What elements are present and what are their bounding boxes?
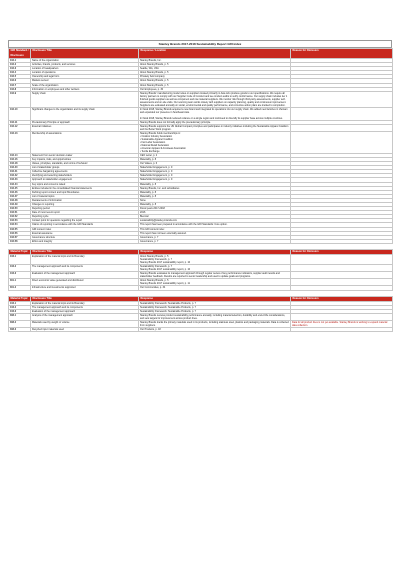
disclosure-title: Significant changes to the organization and its supply chain [31, 107, 139, 120]
disclosure-response: Stakeholder Engagement, p. 9 [139, 166, 291, 170]
disclosure-code: 102-46 [9, 190, 31, 194]
disclosure-title: GRI content index [31, 227, 139, 231]
disclosure-response: Stanley Brands reviews product sustainability performance annually, including material selection, durability and end-of-life considerations, and sets targets for improvement across product lines. [139, 314, 291, 321]
disclosure-code: 102-2 [9, 63, 31, 67]
column-header: Reason for Omission [291, 249, 393, 255]
disclosure-code: 102-16 [9, 157, 31, 161]
disclosure-code: 102-41 [9, 170, 31, 174]
disclosure-title: Evaluation of the management approach [31, 272, 139, 279]
disclosure-title: Contact point for questions regarding the report [31, 219, 139, 223]
omission-reason [291, 279, 393, 286]
sheet-title: Stanley Brands 2017-2018 Sustainability Report GRI index [8, 40, 392, 48]
disclosure-title: The management approach and its components [31, 265, 139, 272]
omission-reason [291, 255, 393, 265]
disclosure-title: List of material topics [31, 194, 139, 198]
omission-reason [291, 314, 393, 321]
disclosure-title: Statement from senior decision-maker [31, 153, 139, 157]
disclosure-code: 308-1 [9, 314, 31, 321]
disclosure-title: Date of most recent report [31, 211, 139, 215]
disclosure-code: 102-13 [9, 131, 31, 153]
disclosure-response: Sustainability Framework: Sustainable Products, p. 7 [139, 302, 291, 306]
disclosure-title: Infrastructure and investments supported [31, 286, 139, 290]
disclosure-title: Changes in reporting [31, 202, 139, 206]
omission-reason [291, 265, 393, 272]
disclosure-response: Governance, p. 7 [139, 235, 291, 239]
disclosure-title: Direct economic value generated and distributed [31, 279, 139, 286]
disclosure-code: 102-10 [9, 107, 31, 120]
table-row [9, 328, 393, 332]
disclosure-response: Seattle, WA, USA [139, 67, 291, 71]
column-header: Response [139, 249, 291, 255]
disclosure-title: List of stakeholder groups [31, 166, 139, 170]
disclosure-title: Identifying and selecting stakeholders [31, 174, 139, 178]
disclosure-response: Sustainability Framework: Sustainable Products, p. 7 [139, 306, 291, 310]
disclosure-code: 308-3 [9, 328, 31, 332]
disclosure-response: Stanley Brands supports the UN Global Compact principles and participates in industry initiatives including the Sustainable Apparel Coalition and the Better Work program. [139, 124, 291, 131]
table-row [9, 286, 393, 290]
disclosure-code: 102-5 [9, 75, 31, 79]
disclosure-title: External initiatives [31, 124, 139, 131]
disclosure-response: Materiality, p. 8 [139, 190, 291, 194]
disclosure-title: Key topics and concerns raised [31, 182, 139, 186]
disclosure-code: 102-11 [9, 120, 31, 124]
disclosure-title: Entities included in the consolidated financial statements [31, 186, 139, 190]
disclosure-title: Ownership and legal form [31, 75, 139, 79]
disclosure-code: 102-43 [9, 178, 31, 182]
disclosure-title: Supply chain [31, 91, 139, 107]
disclosure-title: Markets served [31, 79, 139, 83]
disclosure-code: 102-14 [9, 153, 31, 157]
disclosure-response: Our Products, p. 18 [139, 328, 291, 332]
disclosure-title: Collective bargaining agreements [31, 170, 139, 174]
disclosure-title: Values, principles, standards, and norms of behavior [31, 162, 139, 166]
disclosure-response: About Stanley Brands, p. 5 Stanley Brands 2017 sustainability report, p. 11 [139, 279, 291, 286]
disclosure-response: Sustainability Framework, p. 7 Stanley Brands 2017 sustainability report, p. 10 [139, 265, 291, 272]
disclosure-title: The management approach and its components [31, 306, 139, 310]
disclosure-response: This report has been prepared in accordance with the GRI Standards: Core option. [139, 223, 291, 227]
disclosure-code: 102-47 [9, 194, 31, 198]
disclosure-title: Approach to stakeholder engagement [31, 178, 139, 182]
disclosure-title: Name of the organization [31, 59, 139, 63]
disclosure-response: Sustainability Framework: Sustainable Products, p. 7 [139, 310, 291, 314]
disclosure-title: Reporting period [31, 207, 139, 211]
column-header: Material Topic [9, 296, 31, 302]
disclosure-response: Privately held company [139, 75, 291, 79]
disclosure-code: 308-2 [9, 321, 31, 328]
disclosure-code: 102-40 [9, 166, 31, 170]
disclosure-title: Materials used by weight or volume [31, 321, 139, 328]
disclosure-code: 102-44 [9, 182, 31, 186]
disclosure-response: Stanley Brands tracks the primary materials used in its products, including stainless steel, plastics and packaging materials. Data is collected from suppliers. [140, 321, 289, 328]
disclosure-response: This GRI content index [139, 227, 291, 231]
disclosure-response: Materiality, p. 8 [139, 194, 291, 198]
disclosure-title: Key impacts, risks, and opportunities [31, 157, 139, 161]
disclosure-title: Explanation of the material topic and its Boundary [31, 255, 139, 265]
gri-table-section-2 [8, 249, 393, 291]
table-row [9, 107, 393, 120]
disclosure-response: About Stanley Brands, p. 5 [139, 83, 291, 87]
column-header: Reason for Omission [291, 49, 393, 59]
disclosure-title: Defining report content and topic Boundaries [31, 190, 139, 194]
disclosure-code: 103-2 [9, 306, 31, 310]
disclosure-code: 301-2 [9, 286, 31, 290]
disclosure-response: Materiality, p. 8 [139, 157, 291, 161]
disclosure-title: Explanation of the material topic and its Boundary [31, 302, 139, 306]
disclosure-code: 102-52 [9, 215, 31, 219]
disclosure-code: 102-57 [9, 235, 31, 239]
disclosure-title: Analysis of the management approach [31, 314, 139, 321]
disclosure-code: 301-1 [9, 279, 31, 286]
disclosure-title: Location of operations [31, 71, 139, 75]
column-header: Disclosure Title [31, 296, 139, 302]
table-row [9, 279, 393, 286]
disclosure-code: 102-54 [9, 223, 31, 227]
disclosure-title: Restatements of information [31, 198, 139, 202]
disclosure-code: 102-12 [9, 124, 31, 131]
disclosure-code: 102-53 [9, 219, 31, 223]
disclosure-code: 102-3 [9, 67, 31, 71]
omission-reason [291, 272, 393, 279]
disclosure-title: Reporting cycle [31, 215, 139, 219]
disclosure-response: Our Employees, p. 30 [139, 87, 291, 91]
gri-table-section-3 [8, 296, 393, 333]
disclosure-response: Our Communities, p. 34 [139, 286, 291, 290]
disclosure-response: Materiality, p. 8 [139, 202, 291, 206]
disclosure-code: 103-1 [9, 302, 31, 306]
disclosure-response: 2016 [139, 211, 291, 215]
disclosure-code: 102-56 [9, 231, 31, 235]
disclosure-code: 103-3 [9, 310, 31, 314]
table-row [9, 314, 393, 321]
disclosure-response: Our Values, p. 6 [139, 162, 291, 166]
disclosure-code: 103-2 [9, 265, 31, 272]
disclosure-code: 102-51 [9, 211, 31, 215]
disclosure-response: Stanley Brands, Inc. and subsidiaries [139, 186, 291, 190]
disclosure-response: About Stanley Brands, p. 5 Sustainability Framework, p. 7 Stanley Brands 2017 sustainability report, p. 10 [139, 255, 291, 265]
disclosure-response: Stakeholder Engagement, p. 9 [139, 170, 291, 174]
table-row [9, 272, 393, 279]
omission-reason [291, 239, 393, 243]
omission-reason [291, 131, 393, 153]
table-header-row [9, 49, 393, 59]
column-header: Response / Location [139, 49, 291, 59]
disclosure-title: Ethics and integrity [31, 239, 139, 243]
omission-reason [291, 286, 393, 290]
disclosure-response: Stanley Brands, Inc. [139, 59, 291, 63]
disclosure-response: In fiscal 2018, Stanley Brands acquired a new brand and integrated its operations into our supply chain. We added new factories in Vietnam and expanded our presence in Southeast Asia. In fiscal 2018, Stanley Brands reduced reliance on a single region and continued to diversify its supplier base across multiple countries. [139, 107, 291, 120]
disclosure-code: 102-7 [9, 83, 31, 87]
omission-reason [291, 107, 393, 120]
disclosure-response: Stanley Brands holds memberships in: • Outdoor Industry Association • Sustainable Apparel Coalition • Fair Labor Association • National Retail Federation • American Apparel & Footwear Association • Textile Exchange [139, 131, 291, 153]
disclosure-code: 102-50 [9, 207, 31, 211]
column-header: Material Topic [9, 249, 31, 255]
disclosure-code: 102-18 [9, 162, 31, 166]
disclosure-code: 102-8 [9, 87, 31, 91]
disclosure-title: Activities, brands, products, and services [31, 63, 139, 67]
disclosure-response: About Stanley Brands, p. 5 [139, 71, 291, 75]
column-header: Disclosure Title [31, 49, 139, 59]
table-row [9, 321, 393, 328]
disclosure-response: Stakeholder Engagement, p. 9 [139, 178, 291, 182]
disclosure-response: Governance, p. 7 [139, 239, 291, 243]
disclosure-title: Scale of the organization [31, 83, 139, 87]
disclosure-title: Information on employees and other workers [31, 87, 139, 91]
table-row [9, 255, 393, 265]
table-row [9, 239, 393, 243]
disclosure-code: 102-45 [9, 186, 31, 190]
disclosure-code: 103-3 [9, 272, 31, 279]
disclosure-title: Location of headquarters [31, 67, 139, 71]
disclosure-code: 102-49 [9, 202, 31, 206]
disclosure-response: About Stanley Brands, p. 5 [139, 63, 291, 67]
gri-table-section-1 [8, 48, 393, 244]
sections-container [8, 48, 392, 332]
disclosure-title: Membership of associations [31, 131, 139, 153]
column-header: Reason for Omission [291, 296, 393, 302]
disclosure-title: Precautionary Principle or approach [31, 120, 139, 124]
disclosure-code: 102-58 [9, 239, 31, 243]
disclosure-title: Claims of reporting in accordance with the GRI Standards [31, 223, 139, 227]
disclosure-code: 102-4 [9, 71, 31, 75]
disclosure-code: 102-42 [9, 174, 31, 178]
disclosure-code: 103-1 [9, 255, 31, 265]
table-row [9, 131, 393, 153]
disclosure-title: Governance structure [31, 235, 139, 239]
disclosure-title: External assurance [31, 231, 139, 235]
column-header: Disclosure Title [31, 249, 139, 255]
omission-reason: Data for all product lines is not yet available. Stanley Brands is working to expand material data collection. [291, 321, 393, 328]
disclosure-response: Stanley Brands evaluates its management approach through regular review of key performance indicators, supplier audit results and stakeholder feedback. Results are reported to senior leadership and used to update goals and programs. [139, 272, 291, 279]
disclosure-response: sustainability@stanley-brands.com [139, 219, 291, 223]
disclosure-response: Biennial [139, 215, 291, 219]
disclosure-response: This report has not been externally assured. [139, 231, 291, 235]
disclosure-response: Stanley Brands' manufacturing model relies on suppliers located primarily in Asia who produce goods to our specifications. We require all factory partners to comply with our Supplier Code of Conduct and we conduct audits to verify conformance. Our supply chain includes tier 1 finished goods suppliers as well as component and raw material suppliers. We monitor risk through third-party assessments, supplier self-assessments and on-site visits. Our sourcing team works closely with suppliers on capacity planning, quality and continuous improvement. Suppliers are evaluated annually on social, environmental and quality performance, and corrective action plans are tracked to completion. [139, 91, 291, 107]
disclosure-code: 102-6 [9, 79, 31, 83]
omission-reason [291, 124, 393, 131]
disclosure-code: 102-9 [9, 91, 31, 107]
gri-index-sheet [8, 40, 392, 332]
table-row [9, 265, 393, 272]
disclosure-title: Evaluation of the management approach [31, 310, 139, 314]
disclosure-response: None [139, 198, 291, 202]
disclosure-response: Fiscal years 2017-2018 [139, 207, 291, 211]
omission-reason [291, 91, 393, 107]
disclosure-title: Recycled input materials used [31, 328, 139, 332]
column-header: GRI Standard / Disclosure [10, 49, 29, 57]
disclosure-response: Stanley Brands does not formally apply the precautionary principle. [139, 120, 291, 124]
disclosure-code: 102-55 [9, 227, 31, 231]
column-header: Response [139, 296, 291, 302]
table-row [9, 124, 393, 131]
disclosure-code: 102-48 [9, 198, 31, 202]
disclosure-response: About Stanley Brands, p. 5 [139, 79, 291, 83]
disclosure-code: 102-1 [9, 59, 31, 63]
table-row [9, 91, 393, 107]
disclosure-response: Materiality, p. 8 [139, 182, 291, 186]
disclosure-response: CEO Letter, p. 2 [139, 153, 291, 157]
disclosure-response: Stakeholder Engagement, p. 9 [139, 174, 291, 178]
omission-reason [291, 328, 393, 332]
